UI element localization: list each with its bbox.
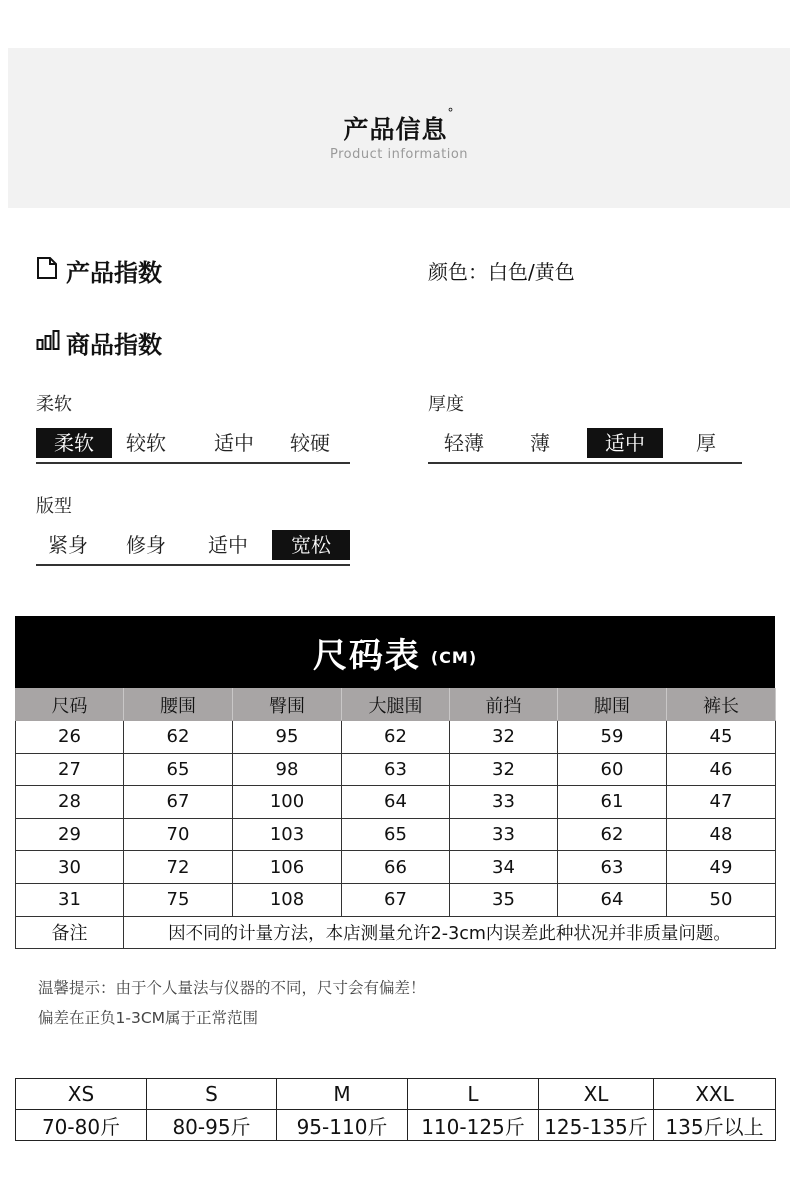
- column-header: 尺码: [16, 689, 124, 721]
- table-cell: 70: [124, 818, 233, 851]
- softness-scale: [36, 428, 350, 464]
- table-cell: 72: [124, 851, 233, 884]
- fit-option: 适中: [208, 533, 248, 557]
- table-row: [16, 721, 776, 754]
- size-cell: L: [408, 1079, 539, 1110]
- table-cell: 66: [342, 851, 450, 884]
- table-cell: 62: [124, 721, 233, 754]
- table-cell: 63: [558, 851, 667, 884]
- column-header: 脚围: [558, 689, 667, 721]
- table-row: [16, 753, 776, 786]
- column-header: 大腿围: [342, 689, 450, 721]
- table-cell: 98: [233, 753, 342, 786]
- table-cell: 33: [450, 818, 558, 851]
- thickness-option: 厚: [696, 431, 716, 455]
- weight-cell: 135斤以上: [654, 1110, 776, 1141]
- table-cell: 106: [233, 851, 342, 884]
- table-cell: 100: [233, 786, 342, 819]
- table-cell: 62: [558, 818, 667, 851]
- table-cell: 31: [16, 883, 124, 916]
- softness-option-selected: 柔软: [36, 428, 112, 458]
- table-cell: 60: [558, 753, 667, 786]
- size-cell: XXL: [654, 1079, 776, 1110]
- table-cell: 65: [124, 753, 233, 786]
- table-cell: 27: [16, 753, 124, 786]
- table-cell: 62: [342, 721, 450, 754]
- weight-table-size-row: [16, 1079, 776, 1110]
- weight-cell: 95-110斤: [277, 1110, 408, 1141]
- size-table: [15, 688, 776, 949]
- table-cell: 64: [558, 883, 667, 916]
- column-header: 裤长: [667, 689, 776, 721]
- weight-table: [15, 1078, 776, 1141]
- product-index-title: 产品指数: [66, 259, 162, 287]
- table-row: [16, 883, 776, 916]
- table-row: [16, 851, 776, 884]
- note-row: [16, 916, 776, 949]
- goods-index-heading: [36, 325, 162, 360]
- table-row: [16, 786, 776, 819]
- table-cell: 47: [667, 786, 776, 819]
- table-cell: 67: [342, 883, 450, 916]
- table-cell: 33: [450, 786, 558, 819]
- thickness-option-selected: 适中: [587, 428, 663, 458]
- table-cell: 45: [667, 721, 776, 754]
- softness-option: 较软: [126, 431, 166, 455]
- size-chart-title: 尺码表: [312, 635, 421, 676]
- table-cell: 65: [342, 818, 450, 851]
- tip-line-1: 温馨提示：由于个人量法与仪器的不同，尺寸会有偏差！: [38, 979, 426, 997]
- table-cell: 32: [450, 753, 558, 786]
- weight-cell: 125-135斤: [539, 1110, 654, 1141]
- weight-cell: 70-80斤: [16, 1110, 147, 1141]
- table-cell: 48: [667, 818, 776, 851]
- table-cell: 28: [16, 786, 124, 819]
- column-header: 腰围: [124, 689, 233, 721]
- table-cell: 32: [450, 721, 558, 754]
- table-cell: 108: [233, 883, 342, 916]
- goods-index-title: 商品指数: [66, 331, 162, 359]
- size-chart-unit: (CM): [430, 647, 478, 667]
- size-cell: XS: [16, 1079, 147, 1110]
- fit-label: 版型: [36, 496, 72, 517]
- table-cell: 49: [667, 851, 776, 884]
- table-cell: 103: [233, 818, 342, 851]
- table-cell: 64: [342, 786, 450, 819]
- thickness-option: 轻薄: [444, 431, 484, 455]
- softness-option: 适中: [214, 431, 254, 455]
- title-mark: °: [447, 106, 455, 120]
- table-cell: 75: [124, 883, 233, 916]
- size-cell: M: [277, 1079, 408, 1110]
- size-chart-header: [15, 616, 775, 688]
- fit-option: 修身: [126, 533, 166, 557]
- table-cell: 59: [558, 721, 667, 754]
- table-cell: 95: [233, 721, 342, 754]
- column-header: 前挡: [450, 689, 558, 721]
- product-index-heading: [36, 253, 162, 288]
- page-title: 产品信息°: [343, 106, 455, 144]
- table-cell: 26: [16, 721, 124, 754]
- note-text: 因不同的计量方法，本店测量允许2-3cm内误差此种状况并非质量问题。: [124, 916, 776, 949]
- weight-cell: 80-95斤: [147, 1110, 277, 1141]
- bar-chart-icon: [36, 329, 60, 357]
- table-row: [16, 818, 776, 851]
- thickness-scale: [428, 428, 742, 464]
- softness-label: 柔软: [36, 394, 72, 415]
- size-table-header-row: [16, 689, 776, 721]
- header-banner: [8, 48, 790, 208]
- size-cell: XL: [539, 1079, 654, 1110]
- thickness-option: 薄: [530, 431, 550, 455]
- table-cell: 29: [16, 818, 124, 851]
- table-cell: 50: [667, 883, 776, 916]
- thickness-label: 厚度: [428, 394, 464, 415]
- column-header: 臀围: [233, 689, 342, 721]
- note-label: 备注: [16, 916, 124, 949]
- size-chart: [15, 616, 775, 949]
- size-cell: S: [147, 1079, 277, 1110]
- fit-option-selected: 宽松: [272, 530, 350, 560]
- table-cell: 34: [450, 851, 558, 884]
- weight-table-weight-row: [16, 1110, 776, 1141]
- document-icon: [36, 256, 58, 286]
- table-cell: 67: [124, 786, 233, 819]
- table-cell: 61: [558, 786, 667, 819]
- page-subtitle: Product information: [329, 147, 469, 162]
- table-cell: 63: [342, 753, 450, 786]
- fit-scale: [36, 530, 350, 566]
- color-info: 颜色：白色/黄色: [428, 260, 575, 284]
- table-cell: 30: [16, 851, 124, 884]
- tip-line-2: 偏差在正负1-3CM属于正常范围: [38, 1009, 259, 1027]
- fit-option: 紧身: [48, 533, 88, 557]
- table-cell: 46: [667, 753, 776, 786]
- weight-cell: 110-125斤: [408, 1110, 539, 1141]
- table-cell: 35: [450, 883, 558, 916]
- softness-option: 较硬: [290, 431, 330, 455]
